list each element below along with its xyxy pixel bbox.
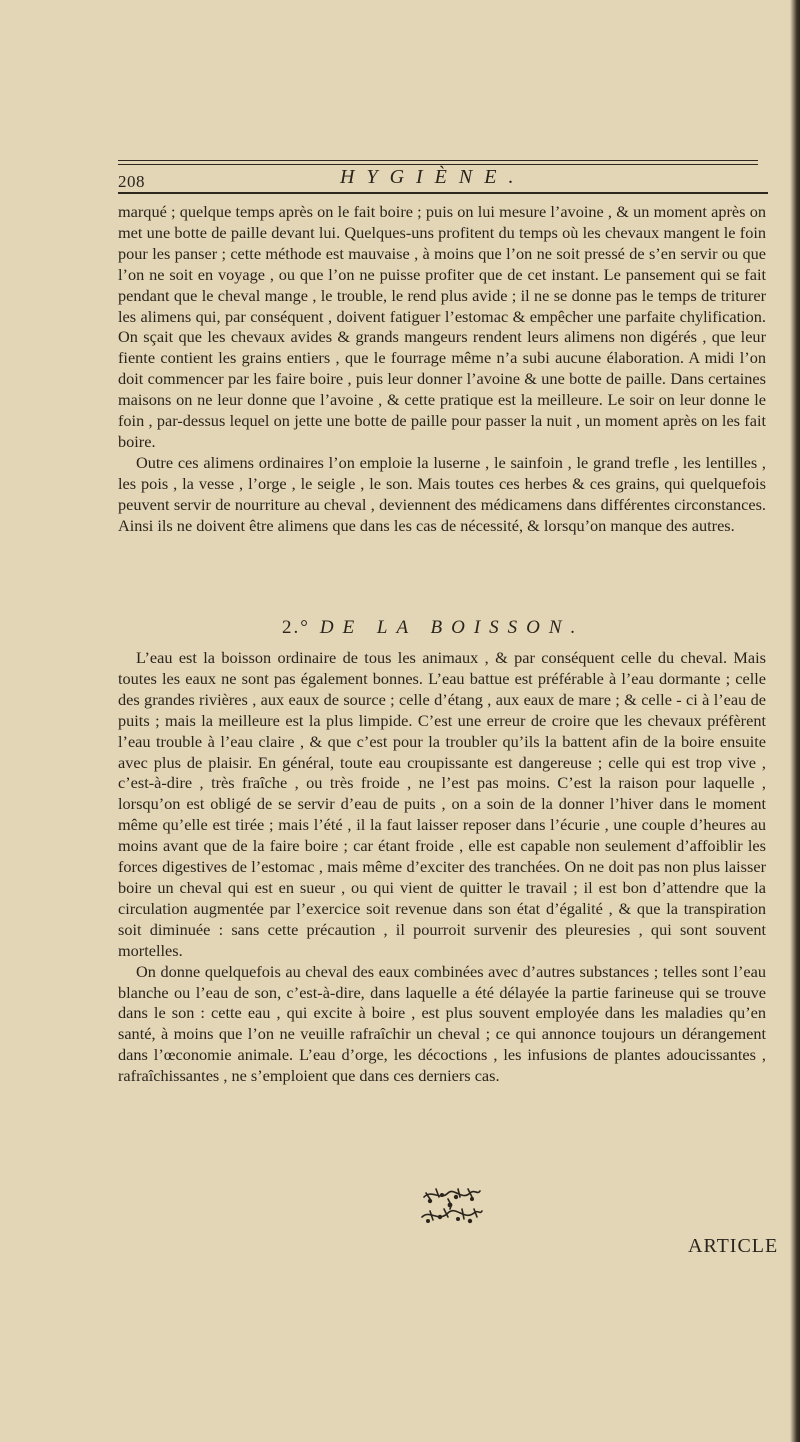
header-rule-bottom <box>118 192 768 194</box>
paragraph-1: marqué ; quelque temps après on le fait boire ; puis on lui mesure l’avoine , & un moment après on met une botte de paille devant lui. Quelques-uns profitent du temps où les chevaux mangent le foin pour les panser ; cette méthode est mauvaise , à moins que l’on ne soit pressé de s’en servir ou que l’on ne soit en voyage , ou que l’on ne puisse profiter que de cet instant. Le pansement qui se fait pendant que le cheval mange , le trouble, le rend plus avide ; il ne se donne pas le temps de triturer les alimens qui, par conséquent , doivent fatiguer l’estomac & empêcher une parfaite chylification. On sçait que les chevaux avides & grands mangeurs rendent leurs alimens non digérés , que leur fiente contient les grains entiers , que le fourrage même n’a subi aucune élaboration. A midi l’on doit commencer par les faire boire , puis leur donner l’avoine & une botte de paille. Dans certaines maisons on ne leur donne que l’avoine , & cette pratique est la meilleure. Le soir on leur donne le foin , par-dessus lequel on jette une botte de paille pour passer la nuit , un moment après on les fait boire. <box>118 202 766 451</box>
page-edge-shadow <box>790 0 800 1442</box>
section-title: DE LA BOISSON. <box>319 617 585 638</box>
paragraph-3: L’eau est la boisson ordinaire de tous les animaux , & par conséquent celle du cheval. Mais toutes les eaux ne sont pas également bonnes. L’eau battue est préférable à l’eau dormante ; celle des grandes rivières , aux eaux de source ; celle d’étang , aux eaux de mare ; & celle - ci à l’eau de puits ; mais la meilleure est la plus limpide. C’est une erreur de croire que les chevaux préfèrent l’eau trouble à l’eau claire , & que c’est pour la troubler qu’ils la battent afin de la boire ensuite avec plus de plaisir. En général, toute eau croupissante est dangereuse ; celle qui est trop vive , c’est-à-dire , très fraîche , ou très froide , ne l’est pas moins. C’est la raison pour laquelle , lorsqu’on est obligé de se servir d’eau de puits , on a soin de la donner l’hiver dans le moment même qu’elle est tirée ; mais l’été , il la faut laisser reposer dans l’écurie , une couple d’heures au moins avant que de la faire boire ; car étant froide , elle est capable non seulement d’affoiblir les forces digestives de l’estomac , mais même d’exciter des tranchées. On ne doit pas non plus laisser boire un cheval qui est en sueur , ou qui vient de quitter le travail ; il est bon d’attendre que la circulation augmentée par l’exercice soit revenue dans son état d’égalité , & que la transpiration soit diminuée : sans cette précaution , il pourroit survenir des pleuresies , qui sont souvent mortelles. <box>118 648 766 960</box>
paragraph-4: On donne quelquefois au cheval des eaux combinées avec d’autres substances ; telles sont l’eau blanche ou l’eau de son, c’est-à-dire, dans laquelle a été délayée la partie farineuse qui se trouve dans le son : cette eau , qui excite à boire , est plus souvent employée dans les maladies qu’en santé, à moins que l’on ne veuille rafraîchir un cheval ; ce qui annonce toujours un dérangement dans l’œconomie animale. L’eau d’orge, les décoctions , les infusions de plantes adoucissantes , rafraîchissantes , ne s’emploient que dans ces derniers cas. <box>118 961 766 1086</box>
paragraph-2: Outre ces alimens ordinaires l’on emploie la luserne , le sainfoin , le grand trefle , les lentilles , les pois , la vesse , l’orge , le seigle , le son. Mais toutes ces herbes & ces grains, qui quelquefois peuvent servir de nourriture au cheval , deviennent des médicamens dans différentes circonstances. Ainsi ils ne doivent être alimens que dans les cas de nécessité, & lorsqu’on manque des autres. <box>118 452 766 535</box>
text-block-upper <box>118 202 766 537</box>
page-number: 208 <box>118 172 145 191</box>
header-rule-top-thin <box>118 164 758 165</box>
section-number: 2.° <box>282 617 310 638</box>
running-head: HYGIÈNE. <box>340 166 526 188</box>
floral-ornament-icon <box>418 1183 484 1227</box>
catchword: ARTICLE <box>688 1235 779 1257</box>
header-rule-top <box>118 160 758 161</box>
section-heading <box>282 617 584 639</box>
text-block-lower <box>118 648 766 1087</box>
